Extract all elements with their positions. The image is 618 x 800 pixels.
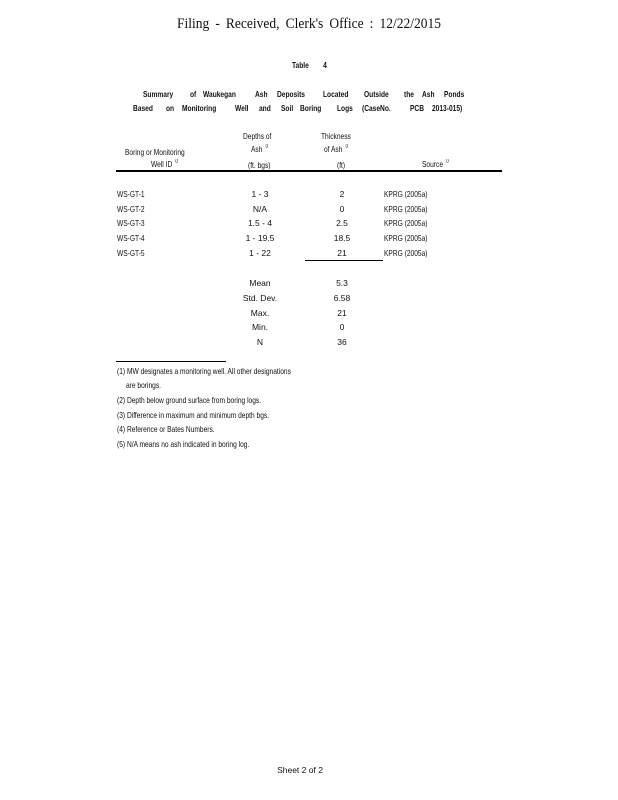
footnote-marker: 0 <box>345 144 349 150</box>
header-boring-label: Well ID <box>151 159 173 169</box>
footnote-marker: 0 <box>175 159 178 165</box>
cell-thickness: 2 <box>339 189 345 199</box>
cell-well-id: WS-GT-4 <box>117 233 145 243</box>
summary-word: 2013-015) <box>432 103 463 113</box>
cell-depth: 1 - 19.5 <box>245 233 275 243</box>
cell-source: KPRG (2005a) <box>384 189 428 199</box>
summary-word: the <box>404 89 414 99</box>
stat-value: 36 <box>337 337 347 347</box>
stat-label: Mean <box>249 278 271 288</box>
stat-label: Std. Dev. <box>242 293 278 303</box>
cell-thickness: 2.5 <box>336 218 348 228</box>
summary-word: Located <box>323 89 349 99</box>
header-boring-line2 <box>151 159 178 169</box>
header-depths-line2 <box>251 144 268 154</box>
cell-depth: 1 - 3 <box>251 189 269 199</box>
cell-source: KPRG (2005a) <box>384 218 428 228</box>
summary-word: Boring <box>300 103 322 113</box>
cell-depth: 1 - 22 <box>249 248 271 258</box>
footnote: (2) Depth below ground surface from boring logs. <box>117 395 262 405</box>
header-depths-line1: Depths of <box>243 131 272 141</box>
header-thick-line2 <box>324 144 348 154</box>
footnote-marker: 0 <box>446 159 449 165</box>
cell-well-id: WS-GT-2 <box>117 204 145 214</box>
footnote-divider <box>116 361 226 362</box>
footnote: (5) N/A means no ash indicated in boring log. <box>117 439 250 449</box>
cell-depth: N/A <box>252 204 268 214</box>
header-thick-line1: Thickness <box>321 131 351 141</box>
cell-well-id: WS-GT-5 <box>117 248 145 258</box>
table-title <box>292 60 327 70</box>
header-boring-line1: Boring or Monitoring <box>125 147 185 157</box>
cell-depth: 1.5 - 4 <box>247 218 273 228</box>
footnote: (1) MW designates a monitoring well. All other designations <box>117 366 291 376</box>
summary-word: and <box>259 103 271 113</box>
sheet-number: Sheet 2 of 2 <box>277 765 323 775</box>
cell-well-id: WS-GT-1 <box>117 189 145 199</box>
stat-label: Min. <box>251 322 269 332</box>
footnote-marker: 0 <box>265 144 269 150</box>
stat-label: N <box>256 337 264 347</box>
table-number: 4 <box>323 60 327 70</box>
summary-word: Ponds <box>444 89 465 99</box>
cell-thickness: 21 <box>337 248 347 258</box>
table-label: Table <box>292 60 309 70</box>
cell-source: KPRG (2005a) <box>384 204 428 214</box>
summary-word: Monitoring <box>182 103 217 113</box>
summary-word: Based <box>133 103 153 113</box>
summary-word: Logs <box>337 103 353 113</box>
summary-word: Ash <box>422 89 435 99</box>
summary-word: Soil <box>281 103 294 113</box>
cell-source: KPRG (2005a) <box>384 248 428 258</box>
footnote: (3) Difference in maximum and minimum depth bgs. <box>117 410 270 420</box>
stat-label: Max. <box>250 308 270 318</box>
summary-word: (CaseNo. <box>362 103 391 113</box>
stat-value: 0 <box>339 322 345 332</box>
header-depths-label: Ash <box>251 144 263 154</box>
summary-word: of <box>190 89 197 99</box>
stats-divider <box>305 260 383 261</box>
summary-word: Ash <box>255 89 268 99</box>
summary-word: PCB <box>410 103 425 113</box>
header-depths-line3: (ft. bgs) <box>248 160 271 170</box>
cell-source: KPRG (2005a) <box>384 233 428 243</box>
filing-stamp: Filing - Received, Clerk's Office : 12/22/2015 <box>177 16 441 32</box>
summary-word: Waukegan <box>203 89 236 99</box>
header-thick-label: of Ash <box>324 144 343 154</box>
cell-well-id: WS-GT-3 <box>117 218 145 228</box>
summary-word: Summary <box>143 89 174 99</box>
summary-word: on <box>166 103 175 113</box>
header-source <box>422 159 449 169</box>
footnote: (4) Reference or Bates Numbers. <box>117 424 215 434</box>
summary-word: Well <box>235 103 249 113</box>
cell-thickness: 18.5 <box>333 233 351 243</box>
header-source-label: Source <box>422 159 444 169</box>
stat-value: 6.58 <box>333 293 351 303</box>
header-thick-line3: (ft) <box>337 160 346 170</box>
summary-word: Outside <box>364 89 389 99</box>
header-divider <box>116 170 502 172</box>
summary-word: Deposits <box>277 89 306 99</box>
stat-value: 21 <box>337 308 347 318</box>
stat-value: 5.3 <box>336 278 348 288</box>
cell-thickness: 0 <box>339 204 345 214</box>
footnote: are borings. <box>126 380 162 390</box>
